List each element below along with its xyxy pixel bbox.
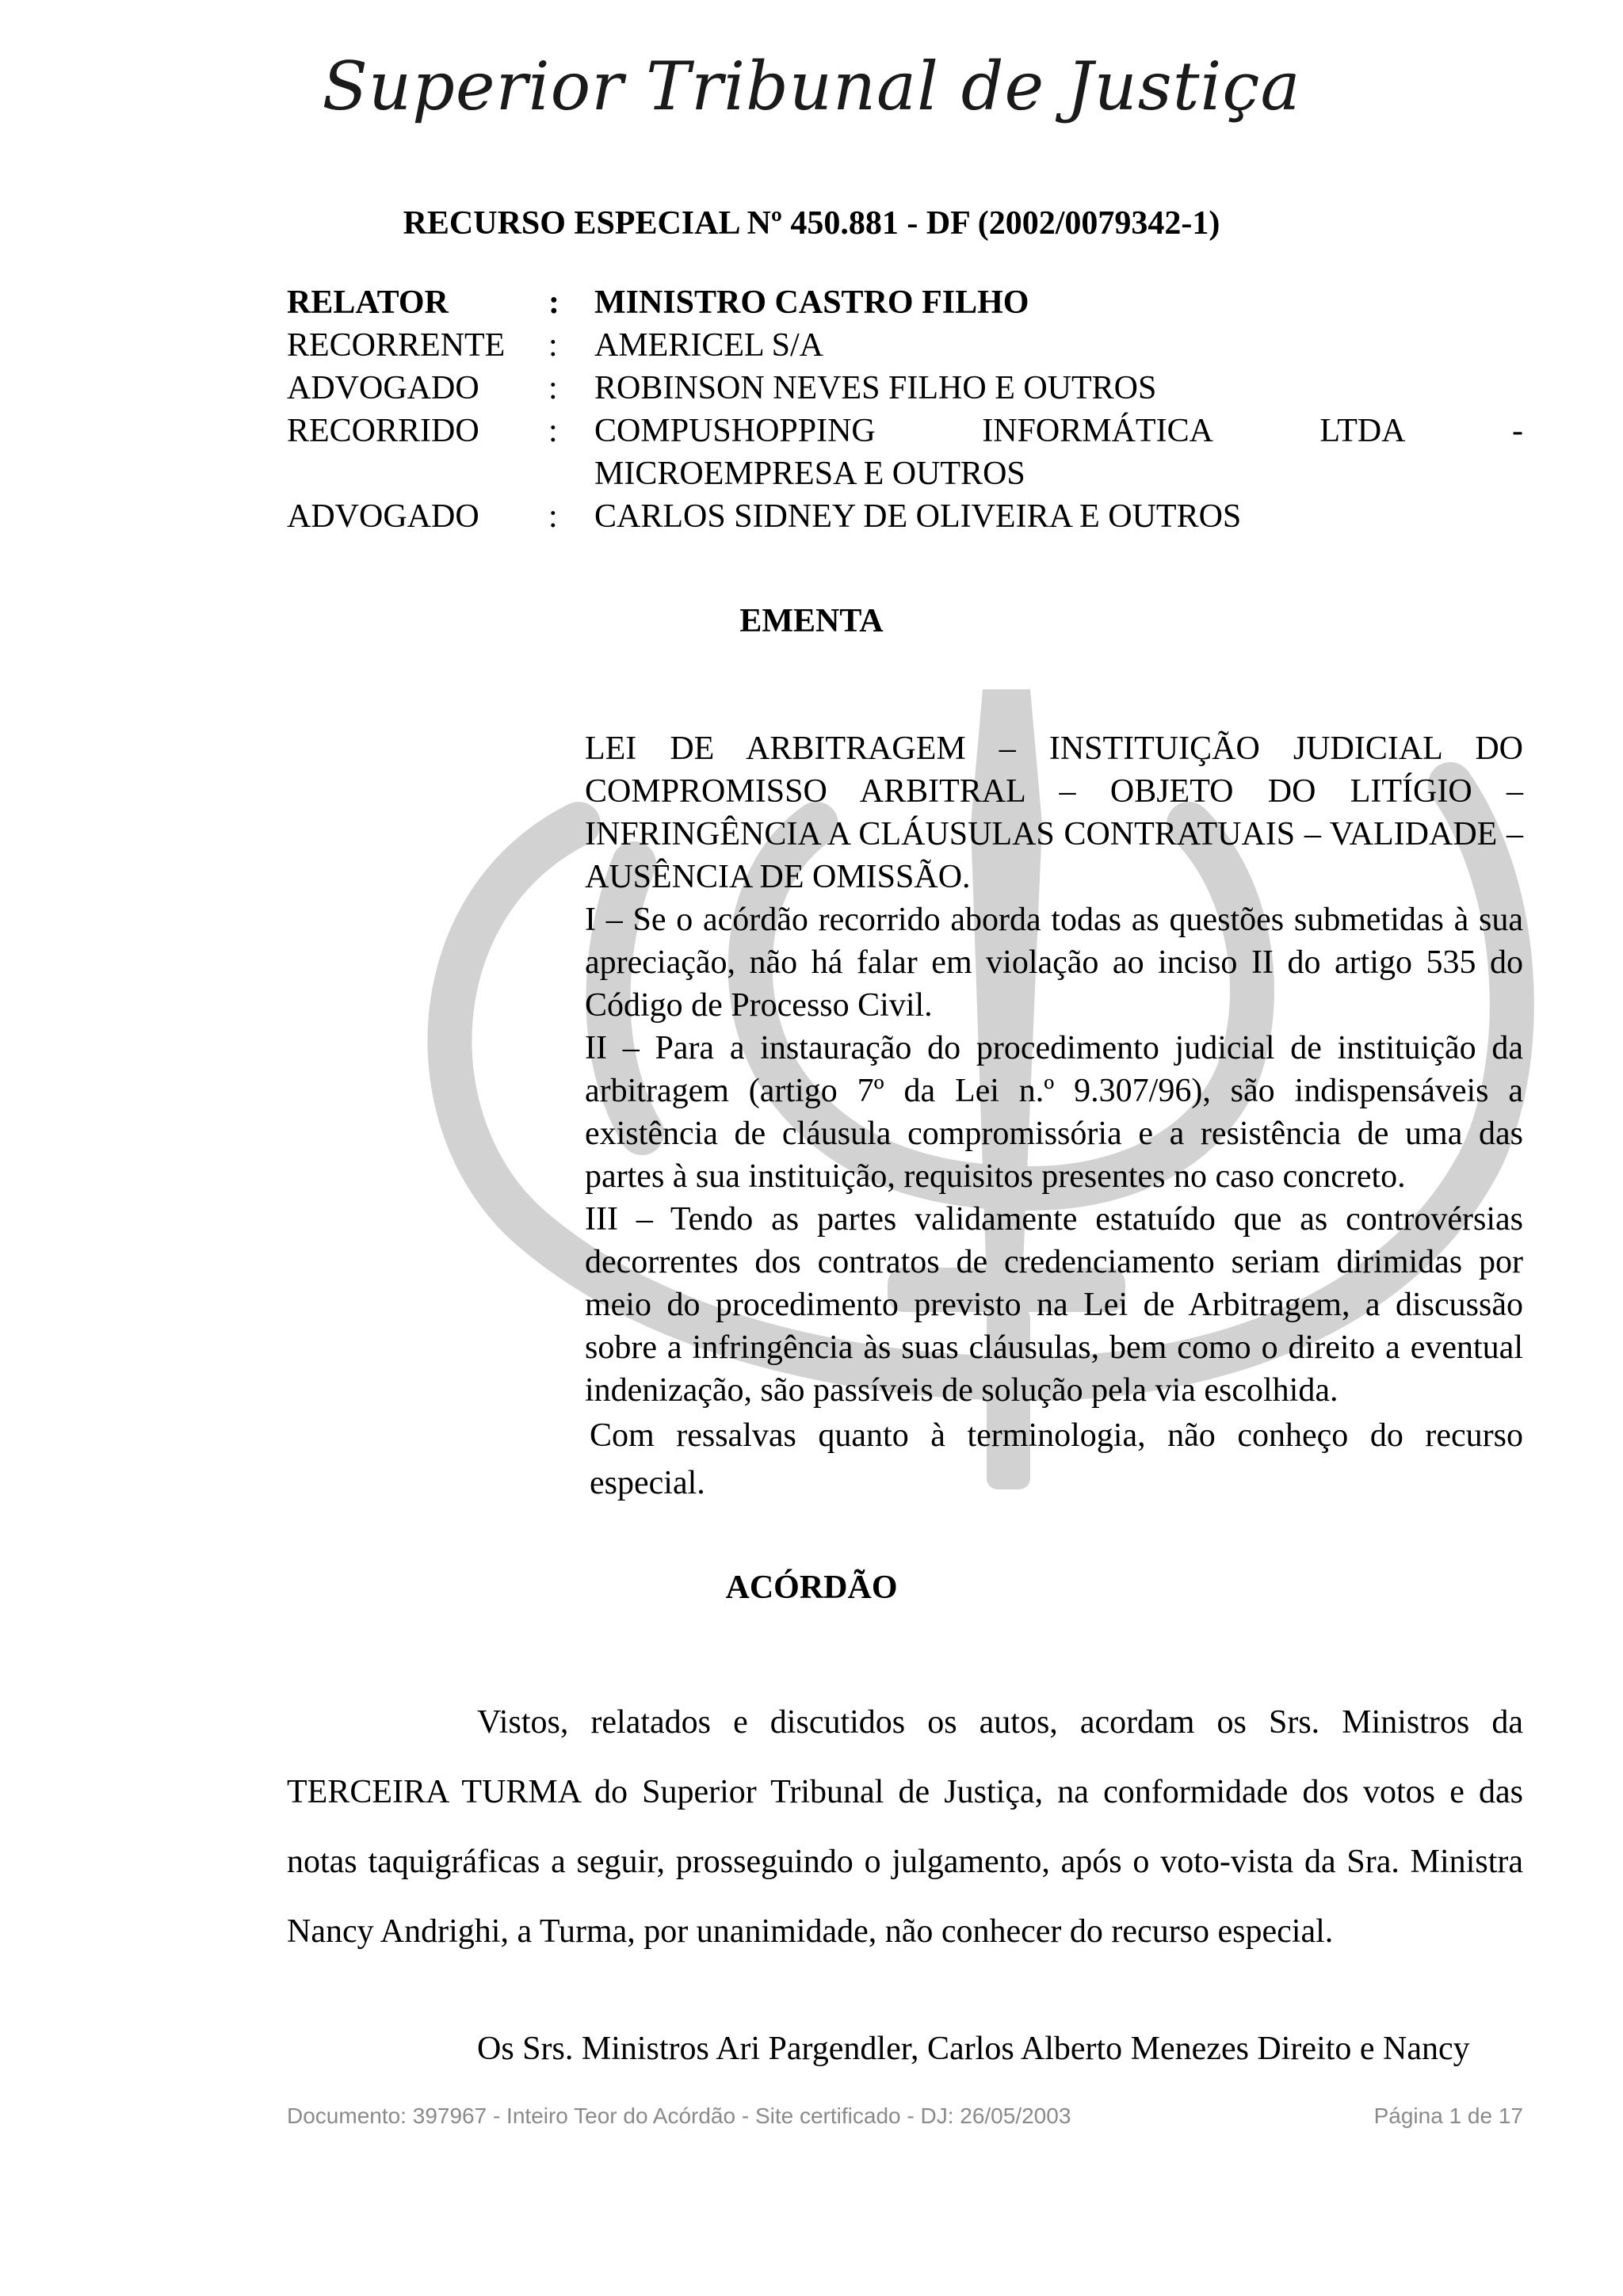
ementa-closing: Com ressalvas quanto à terminologia, não conheço do recurso especial. [590, 1417, 1523, 1501]
footer-page-number: Página 1 de 17 [1373, 2103, 1523, 2128]
ementa-text-block [585, 727, 1523, 1507]
page-footer [287, 2103, 1523, 2129]
party-row-advogado-2 [287, 495, 1523, 538]
party-name [594, 410, 1523, 495]
party-name-word: - [1511, 413, 1523, 449]
footer-document-info: Documento: 397967 - Inteiro Teor do Acórdão - Site certificado - DJ: 26/05/2003 [287, 2103, 1071, 2128]
acordao-heading: ACÓRDÃO [725, 1569, 898, 1606]
ementa-item-3: III – Tendo as partes validamente estatuído que as controvérsias decorrentes dos contratos de credenciamento seriam dirimidas por meio do procedimento previsto na Lei de Arbitragem, a discussão sobre a infringência às suas cláusulas, bem como o direito a eventual indenização, são passíveis de solução pela via escolhida. [585, 1201, 1523, 1409]
party-role: ADVOGADO [287, 498, 479, 535]
party-role: RECORRENTE [287, 327, 506, 364]
party-separator: : [548, 370, 558, 406]
party-role: RELATOR [287, 284, 449, 321]
party-role: ADVOGADO [287, 370, 479, 406]
acordao-body [287, 1688, 1523, 2084]
ementa-heading: EMENTA [739, 603, 884, 639]
party-role: RECORRIDO [287, 413, 479, 449]
party-name: MINISTRO CASTRO FILHO [594, 284, 1029, 321]
party-row-advogado [287, 367, 1523, 410]
ementa-item-2: II – Para a instauração do procedimento judicial de instituição da arbitragem (artigo 7º da Lei n.º 9.307/96), são indispensáveis a existência de cláusula compromissória e a resistência de uma das partes à sua instituição, requisitos presentes no caso concreto. [585, 1030, 1523, 1195]
party-name-word: INFORMÁTICA [982, 413, 1213, 449]
party-name: CARLOS SIDNEY DE OLIVEIRA E OUTROS [594, 498, 1242, 535]
party-name: AMERICEL S/A [594, 327, 823, 364]
party-name-line [594, 410, 1523, 452]
party-row-recorrente [287, 324, 1523, 367]
party-name-continuation: MICROEMPRESA E OUTROS [594, 456, 1025, 492]
party-separator: : [548, 284, 559, 321]
party-separator: : [548, 327, 558, 364]
party-name: ROBINSON NEVES FILHO E OUTROS [594, 370, 1157, 406]
party-row-recorrido [287, 410, 1523, 495]
acordao-paragraph-1: Vistos, relatados e discutidos os autos, acordam os Srs. Ministros da TERCEIRA TURMA do Superior Tribunal de Justiça, na conformidade dos votos e das notas taquigráficas a seguir, prosseguindo o julgamento, após o voto-vista da Sra. Ministra Nancy Andrighi, a Turma, por unanimidade, não conhecer do recurso especial. [287, 1704, 1523, 1950]
document-title: RECURSO ESPECIAL Nº 450.881 - DF (2002/0079342-1) [403, 205, 1220, 242]
parties-table [287, 281, 1523, 538]
party-separator: : [548, 498, 558, 535]
court-name-header: Superior Tribunal de Justiça [322, 48, 1301, 125]
party-separator: : [548, 413, 558, 449]
acordao-paragraph-2: Os Srs. Ministros Ari Pargendler, Carlos Alberto Menezes Direito e Nancy [477, 2031, 1470, 2067]
party-name-word: LTDA [1319, 413, 1406, 449]
party-name-word: COMPUSHOPPING [594, 413, 876, 449]
ementa-summary: LEI DE ARBITRAGEM – INSTITUIÇÃO JUDICIAL DO COMPROMISSO ARBITRAL – OBJETO DO LITÍGIO – INFRINGÊNCIA A CLÁUSULAS CONTRATUAIS – VALIDADE – AUSÊNCIA DE OMISSÃO. [585, 730, 1523, 895]
ementa-item-1: I – Se o acórdão recorrido aborda todas as questões submetidas à sua apreciação, não há falar em violação ao inciso II do artigo 535 do Código de Processo Civil. [585, 902, 1523, 1024]
party-row-relator [287, 281, 1523, 324]
